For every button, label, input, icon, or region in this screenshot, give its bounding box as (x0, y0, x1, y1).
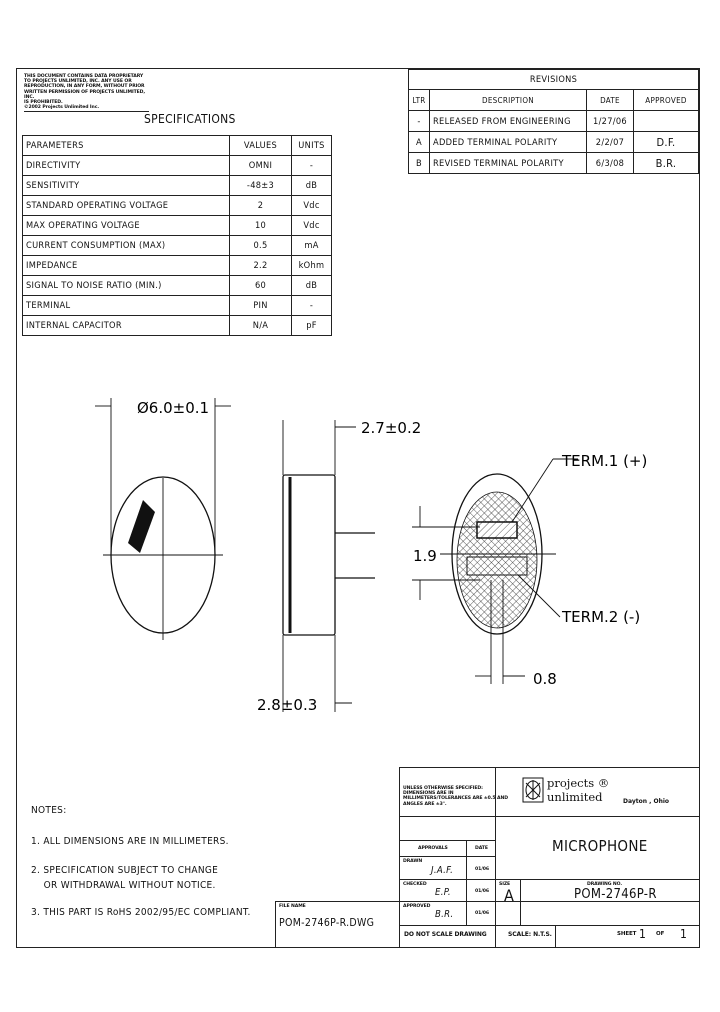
note-item: OR WITHDRAWAL WITHOUT NOTICE. (31, 880, 216, 891)
spec-value: OMNI (230, 156, 292, 176)
approved-label: APPROVED (403, 904, 431, 909)
spec-param: SIGNAL TO NOISE RATIO (MIN.) (23, 276, 230, 296)
size-value: A (504, 886, 515, 905)
table-row (23, 216, 332, 236)
spec-unit: dB (292, 176, 332, 196)
table-row (23, 176, 332, 196)
size-label: SIZE (499, 882, 511, 887)
rev-approved: D.F. (634, 132, 699, 153)
table-row (23, 276, 332, 296)
spec-param: INTERNAL CAPACITOR (23, 316, 230, 336)
rev-header-cell: LTR (409, 90, 430, 111)
notice-line: ©2002 Projects Unlimited Inc. (24, 105, 149, 112)
file-name-box (275, 901, 400, 947)
terminal-1-hatch (477, 522, 517, 538)
sheet-number: 1 (639, 927, 647, 941)
revisions-title: REVISIONS (409, 70, 699, 90)
checked-date: 01/06 (475, 889, 489, 894)
spec-value: 60 (230, 276, 292, 296)
file-name-label: FILE NAME (279, 904, 306, 909)
drawn-label: DRAWN (403, 859, 423, 864)
company-name-line2: unlimited (547, 790, 603, 804)
height-dimension: 2.7±0.2 (361, 419, 422, 437)
pin-length-dimension: 2.8±0.3 (257, 696, 318, 714)
spec-header-cell: PARAMETERS (23, 136, 230, 156)
table-row (409, 132, 699, 153)
top-view (95, 398, 231, 640)
spec-unit: kOhm (292, 256, 332, 276)
spec-unit: - (292, 156, 332, 176)
terminal-2-hatch (467, 557, 527, 575)
spec-unit: pF (292, 316, 332, 336)
spec-unit: Vdc (292, 216, 332, 236)
spec-value: 0.5 (230, 236, 292, 256)
notes (31, 803, 251, 920)
company-logo (522, 777, 544, 807)
do-not-scale: DO NOT SCALE DRAWING (404, 931, 487, 938)
sheet-total: 1 (680, 927, 688, 941)
spec-param: DIRECTIVITY (23, 156, 230, 176)
table-row (23, 296, 332, 316)
scale-note: SCALE: N.T.S. (508, 931, 552, 938)
term2-label: TERM.2 (-) (562, 608, 641, 626)
rev-desc: RELEASED FROM ENGINEERING (430, 111, 587, 132)
spec-param: SENSITIVITY (23, 176, 230, 196)
rev-ltr: - (409, 111, 430, 132)
rev-approved: B.R. (634, 153, 699, 174)
note-item: 2. SPECIFICATION SUBJECT TO CHANGE (31, 865, 219, 876)
spec-value: 10 (230, 216, 292, 236)
table-row (23, 316, 332, 336)
tolerance-line: UNLESS OTHERWISE SPECIFIED: (403, 786, 483, 791)
drawing-title: MICROPHONE (552, 837, 648, 855)
rev-approved (634, 111, 699, 132)
revisions-header-row (409, 90, 699, 111)
tolerance-note (403, 786, 508, 807)
spec-header-row (23, 136, 332, 156)
tolerance-line: ANGLES ARE ±3°. (403, 801, 447, 807)
rev-ltr: B (409, 153, 430, 174)
spec-param: STANDARD OPERATING VOLTAGE (23, 196, 230, 216)
revisions-title-row (409, 70, 699, 90)
rev-header-cell: DESCRIPTION (430, 90, 587, 111)
company-location: Dayton , Ohio (623, 798, 670, 805)
file-name-value: POM-2746P-R.DWG (279, 917, 375, 929)
diameter-dimension: Ø6.0±0.1 (137, 399, 210, 417)
spec-param: CURRENT CONSUMPTION (MAX) (23, 236, 230, 256)
table-row (23, 236, 332, 256)
spec-param: IMPEDANCE (23, 256, 230, 276)
rev-date: 6/3/08 (587, 153, 634, 174)
orientation-mark (128, 500, 155, 553)
approved-by: B.R. (435, 909, 454, 920)
notice-line: TO PROJECTS UNLIMITED, INC. ANY USE OR (24, 79, 132, 85)
tolerance-line: MILLIMETERS/TOLERANCES ARE ±0.5 AND (403, 796, 508, 802)
pin1-leader (512, 459, 553, 522)
spec-unit: mA (292, 236, 332, 256)
checked-label: CHECKED (403, 882, 427, 887)
pin-width-dimension: 0.8 (533, 670, 557, 688)
checked-by: E.P. (435, 887, 451, 898)
sheet-label: SHEET (617, 931, 637, 937)
notice-line: WRITTEN PERMISSION OF PROJECTS UNLIMITED, INC. (24, 89, 145, 100)
logo-icon (522, 777, 544, 803)
rev-desc: REVISED TERMINAL POLARITY (430, 153, 587, 174)
drawn-date: 01/06 (475, 867, 489, 872)
term1-label: TERM.1 (+) (562, 452, 648, 470)
revisions-table (408, 69, 699, 174)
proprietary-notice (24, 74, 149, 112)
spec-unit: Vdc (292, 196, 332, 216)
table-row (23, 196, 332, 216)
title-block (399, 767, 699, 947)
note-item: 1. ALL DIMENSIONS ARE IN MILLIMETERS. (31, 836, 229, 847)
tolerance-line: DIMENSIONS ARE IN (403, 791, 454, 797)
spec-param: TERMINAL (23, 296, 230, 316)
spec-header-cell: VALUES (230, 136, 292, 156)
rev-date: 2/2/07 (587, 132, 634, 153)
sheet-of: OF (656, 931, 665, 937)
bottom-view (412, 459, 578, 684)
note-item: 3. THIS PART IS RoHS 2002/95/EC COMPLIANT. (31, 907, 251, 918)
rev-desc: ADDED TERMINAL POLARITY (430, 132, 587, 153)
drawing-no-label: DRAWING NO. (587, 882, 622, 887)
rev-ltr: A (409, 132, 430, 153)
rev-header-cell: DATE (587, 90, 634, 111)
rev-date: 1/27/06 (587, 111, 634, 132)
notice-line: THIS DOCUMENT CONTAINS DATA PROPRIETARY (24, 74, 144, 79)
table-row (23, 156, 332, 176)
approvals-label: APPROVALS (418, 846, 448, 851)
date-label: DATE (475, 846, 488, 851)
spec-param: MAX OPERATING VOLTAGE (23, 216, 230, 236)
spec-value: PIN (230, 296, 292, 316)
spec-value: 2.2 (230, 256, 292, 276)
approved-date: 01/06 (475, 911, 489, 916)
company-name-line1: projects ® (547, 776, 610, 790)
drawn-by: J.A.F. (431, 865, 454, 876)
specifications-table (22, 135, 332, 336)
spec-unit: - (292, 296, 332, 316)
notes-title: NOTES: (31, 805, 67, 816)
side-view (283, 420, 375, 712)
spec-value: -48±3 (230, 176, 292, 196)
spec-value: 2 (230, 196, 292, 216)
notice-line: IS PROHIBITED. (24, 100, 63, 106)
spec-value: N/A (230, 316, 292, 336)
specifications-title: SPECIFICATIONS (144, 112, 236, 126)
notice-line: REPRODUCTION, IN ANY FORM, WITHOUT PRIOR (24, 84, 145, 90)
microphone-drawing (0, 380, 720, 720)
spec-unit: dB (292, 276, 332, 296)
table-row (23, 256, 332, 276)
rev-header-cell: APPROVED (634, 90, 699, 111)
table-row (409, 153, 699, 174)
pin-spacing-dimension: 1.9 (413, 547, 437, 565)
spec-header-cell: UNITS (292, 136, 332, 156)
drawing-number: POM-2746P-R (574, 887, 657, 902)
table-row (409, 111, 699, 132)
